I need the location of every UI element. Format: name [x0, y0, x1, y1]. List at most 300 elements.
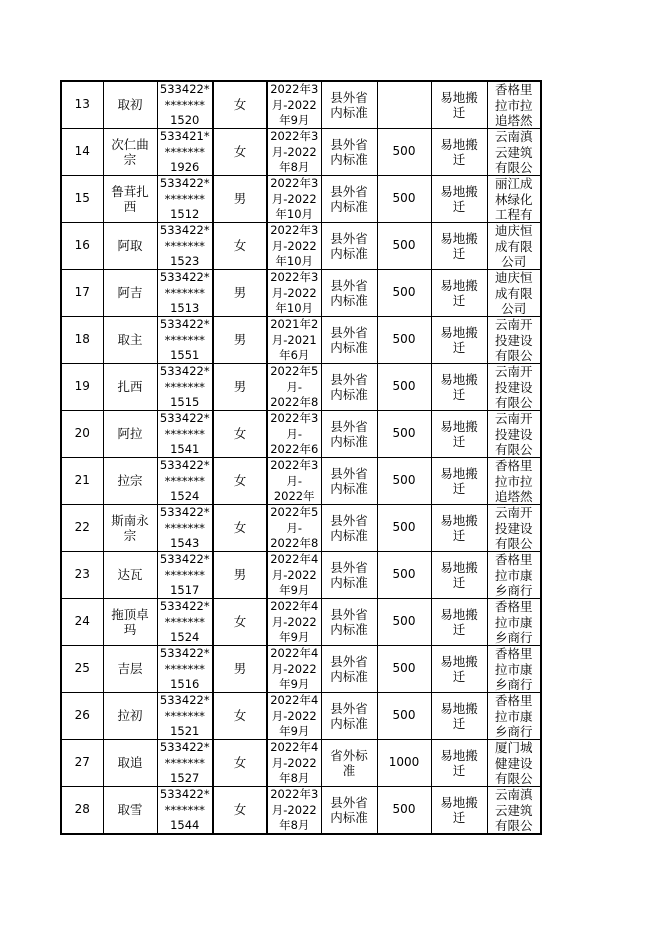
id-number-cell-text: 533422* ******* 1521	[159, 693, 210, 738]
table-row	[61, 129, 541, 176]
name-cell[interactable]	[103, 176, 157, 223]
name-cell-text: 扎西	[117, 379, 143, 395]
category-cell-text: 易地搬 迁	[440, 794, 478, 825]
row-number-cell[interactable]	[61, 552, 103, 599]
category-cell-text: 易地搬 迁	[440, 700, 478, 731]
company-cell[interactable]	[487, 458, 541, 505]
standard-cell[interactable]	[321, 787, 377, 835]
company-cell[interactable]	[487, 599, 541, 646]
gender-cell[interactable]	[213, 223, 267, 270]
amount-cell-text: 500	[392, 144, 416, 159]
gender-cell[interactable]	[213, 787, 267, 835]
gender-cell[interactable]	[213, 81, 267, 129]
standard-cell[interactable]	[321, 364, 377, 411]
amount-cell-text: 500	[392, 708, 416, 723]
id-number-cell[interactable]	[157, 81, 213, 129]
category-cell[interactable]	[431, 270, 487, 317]
amount-cell[interactable]	[377, 505, 431, 552]
id-number-cell-text: 533422* ******* 1543	[159, 505, 210, 550]
name-cell[interactable]	[103, 740, 157, 787]
gender-cell-text: 男	[233, 661, 247, 677]
company-cell-text: 香格里 拉市康 乡商行	[494, 552, 533, 598]
standard-cell[interactable]	[321, 270, 377, 317]
standard-cell-text: 县外省 内标准	[330, 465, 368, 496]
amount-cell[interactable]	[377, 81, 431, 129]
id-number-cell-text: 533422* ******* 1524	[159, 458, 210, 503]
standard-cell[interactable]	[321, 505, 377, 552]
row-number-cell-text: 26	[74, 708, 90, 723]
company-cell-text: 丽江成 林绿化 工程有	[494, 176, 533, 222]
category-cell-text: 易地搬 迁	[440, 653, 478, 684]
standard-cell-text: 县外省 内标准	[330, 230, 368, 261]
standard-cell[interactable]	[321, 599, 377, 646]
name-cell[interactable]	[103, 787, 157, 835]
work-period-cell[interactable]	[267, 693, 321, 740]
gender-cell-text: 女	[233, 614, 247, 630]
gender-cell[interactable]	[213, 270, 267, 317]
amount-cell-text: 1000	[388, 755, 420, 770]
row-number-cell-text: 28	[74, 802, 90, 817]
gender-cell-text: 男	[233, 191, 247, 207]
company-cell-text: 香格里 拉市拉 追塔然	[494, 82, 533, 128]
id-number-cell-text: 533422* ******* 1523	[159, 223, 210, 268]
category-cell-text: 易地搬 迁	[440, 559, 478, 590]
category-cell[interactable]	[431, 317, 487, 364]
name-cell-text: 鲁茸扎 西	[111, 183, 149, 214]
standard-cell[interactable]	[321, 129, 377, 176]
work-period-cell-text: 2022年4 月-2022 年9月	[270, 599, 319, 644]
standard-cell-text: 县外省 内标准	[330, 324, 368, 355]
row-number-cell[interactable]	[61, 364, 103, 411]
name-cell-text: 取追	[117, 755, 143, 771]
company-cell[interactable]	[487, 740, 541, 787]
company-cell-text: 迪庆恒 成有限 公司	[494, 270, 533, 316]
amount-cell-text: 500	[392, 332, 416, 347]
id-number-cell[interactable]	[157, 693, 213, 740]
gender-cell-text: 女	[233, 473, 247, 489]
work-period-cell[interactable]	[267, 787, 321, 835]
id-number-cell[interactable]	[157, 176, 213, 223]
row-number-cell[interactable]	[61, 787, 103, 835]
id-number-cell[interactable]	[157, 552, 213, 599]
gender-cell[interactable]	[213, 129, 267, 176]
name-cell[interactable]	[103, 599, 157, 646]
row-number-cell-text: 17	[74, 285, 90, 300]
category-cell[interactable]	[431, 364, 487, 411]
id-number-cell-text: 533422* ******* 1527	[159, 740, 210, 785]
row-number-cell-text: 15	[74, 191, 90, 206]
gender-cell-text: 女	[233, 755, 247, 771]
gender-cell-text: 女	[233, 802, 247, 818]
id-number-cell[interactable]	[157, 787, 213, 835]
work-period-cell-text: 2022年5 月- 2022年8	[270, 364, 319, 409]
work-period-cell[interactable]	[267, 646, 321, 693]
name-cell-text: 阿吉	[117, 285, 143, 301]
work-period-cell-text: 2022年3 月- 2022年6	[270, 411, 319, 456]
standard-cell-text: 县外省 内标准	[330, 418, 368, 449]
gender-cell[interactable]	[213, 176, 267, 223]
work-period-cell-text: 2021年2 月-2021 年6月	[270, 317, 319, 362]
id-number-cell-text: 533422* ******* 1517	[159, 552, 210, 597]
standard-cell-text: 省外标 准	[330, 747, 368, 778]
company-cell[interactable]	[487, 129, 541, 176]
amount-cell[interactable]	[377, 646, 431, 693]
id-number-cell-text: 533422* ******* 1544	[159, 787, 210, 832]
work-period-cell-text: 2022年3 月- 2022年	[270, 458, 319, 503]
name-cell[interactable]	[103, 505, 157, 552]
name-cell[interactable]	[103, 364, 157, 411]
work-period-cell-text: 2022年4 月-2022 年8月	[270, 740, 319, 785]
work-period-cell-text: 2022年4 月-2022 年9月	[270, 693, 319, 738]
work-period-cell[interactable]	[267, 505, 321, 552]
work-period-cell[interactable]	[267, 129, 321, 176]
amount-cell[interactable]	[377, 317, 431, 364]
id-number-cell-text: 533422* ******* 1513	[159, 270, 210, 315]
work-period-cell[interactable]	[267, 317, 321, 364]
row-number-cell-text: 25	[74, 661, 90, 676]
amount-cell[interactable]	[377, 458, 431, 505]
name-cell[interactable]	[103, 693, 157, 740]
gender-cell-text: 女	[233, 97, 247, 113]
category-cell[interactable]	[431, 223, 487, 270]
table-row	[61, 552, 541, 599]
row-number-cell-text: 14	[74, 144, 90, 159]
standard-cell[interactable]	[321, 552, 377, 599]
company-cell-text: 云南开 投建设 有限公	[494, 505, 533, 551]
amount-cell-text: 500	[392, 426, 416, 441]
row-number-cell[interactable]	[61, 458, 103, 505]
category-cell[interactable]	[431, 176, 487, 223]
standard-cell[interactable]	[321, 317, 377, 364]
work-period-cell-text: 2022年3 月-2022 年10月	[270, 270, 319, 315]
amount-cell-text: 500	[392, 238, 416, 253]
amount-cell-text: 500	[392, 567, 416, 582]
id-number-cell[interactable]	[157, 505, 213, 552]
table-body	[61, 81, 541, 834]
work-period-cell-text: 2022年3 月-2022 年10月	[270, 176, 319, 221]
gender-cell-text: 女	[233, 520, 247, 536]
table-row	[61, 458, 541, 505]
standard-cell[interactable]	[321, 740, 377, 787]
work-period-cell[interactable]	[267, 740, 321, 787]
company-cell[interactable]	[487, 646, 541, 693]
amount-cell[interactable]	[377, 176, 431, 223]
standard-cell-text: 县外省 内标准	[330, 559, 368, 590]
company-cell[interactable]	[487, 223, 541, 270]
category-cell-text: 易地搬 迁	[440, 183, 478, 214]
table-row	[61, 787, 541, 835]
company-cell-text: 厦门城 健建设 有限公	[494, 740, 533, 786]
work-period-cell[interactable]	[267, 599, 321, 646]
row-number-cell-text: 13	[74, 97, 90, 112]
company-cell-text: 云南开 投建设 有限公	[494, 364, 533, 410]
company-cell[interactable]	[487, 364, 541, 411]
work-period-cell-text: 2022年5 月- 2022年8	[270, 505, 319, 550]
amount-cell-text: 500	[392, 520, 416, 535]
name-cell-text: 达瓦	[117, 567, 143, 583]
gender-cell-text: 女	[233, 708, 247, 724]
company-cell-text: 香格里 拉市拉 追塔然	[494, 458, 533, 504]
gender-cell-text: 男	[233, 379, 247, 395]
id-number-cell-text: 533422* ******* 1516	[159, 646, 210, 691]
work-period-cell-text: 2022年3 月-2022 年8月	[270, 787, 319, 832]
work-period-cell[interactable]	[267, 176, 321, 223]
table-row	[61, 364, 541, 411]
name-cell-text: 拉初	[117, 708, 143, 724]
work-period-cell-text: 2022年3 月-2022 年8月	[270, 129, 319, 174]
category-cell-text: 易地搬 迁	[440, 747, 478, 778]
company-cell[interactable]	[487, 270, 541, 317]
amount-cell[interactable]	[377, 223, 431, 270]
table-row	[61, 176, 541, 223]
standard-cell-text: 县外省 内标准	[330, 606, 368, 637]
category-cell-text: 易地搬 迁	[440, 418, 478, 449]
row-number-cell-text: 18	[74, 332, 90, 347]
table-row	[61, 81, 541, 129]
company-cell[interactable]	[487, 411, 541, 458]
table-row	[61, 411, 541, 458]
id-number-cell[interactable]	[157, 223, 213, 270]
category-cell[interactable]	[431, 646, 487, 693]
category-cell-text: 易地搬 迁	[440, 277, 478, 308]
name-cell[interactable]	[103, 458, 157, 505]
id-number-cell[interactable]	[157, 317, 213, 364]
table-row	[61, 270, 541, 317]
gender-cell[interactable]	[213, 599, 267, 646]
name-cell[interactable]	[103, 317, 157, 364]
row-number-cell[interactable]	[61, 317, 103, 364]
work-period-cell[interactable]	[267, 458, 321, 505]
standard-cell-text: 县外省 内标准	[330, 89, 368, 120]
amount-cell-text: 500	[392, 661, 416, 676]
category-cell[interactable]	[431, 740, 487, 787]
company-cell[interactable]	[487, 552, 541, 599]
id-number-cell[interactable]	[157, 411, 213, 458]
company-cell-text: 香格里 拉市康 乡商行	[494, 693, 533, 739]
work-period-cell-text: 2022年4 月-2022 年9月	[270, 552, 319, 597]
company-cell[interactable]	[487, 81, 541, 129]
standard-cell-text: 县外省 内标准	[330, 277, 368, 308]
work-period-cell[interactable]	[267, 411, 321, 458]
standard-cell[interactable]	[321, 81, 377, 129]
amount-cell-text: 500	[392, 802, 416, 817]
row-number-cell-text: 24	[74, 614, 90, 629]
amount-cell[interactable]	[377, 270, 431, 317]
standard-cell-text: 县外省 内标准	[330, 700, 368, 731]
category-cell-text: 易地搬 迁	[440, 465, 478, 496]
id-number-cell[interactable]	[157, 599, 213, 646]
company-cell[interactable]	[487, 176, 541, 223]
standard-cell[interactable]	[321, 646, 377, 693]
gender-cell-text: 男	[233, 332, 247, 348]
work-period-cell[interactable]	[267, 552, 321, 599]
id-number-cell[interactable]	[157, 129, 213, 176]
gender-cell-text: 女	[233, 144, 247, 160]
category-cell-text: 易地搬 迁	[440, 512, 478, 543]
name-cell-text: 阿取	[117, 238, 143, 254]
gender-cell[interactable]	[213, 458, 267, 505]
gender-cell[interactable]	[213, 740, 267, 787]
name-cell[interactable]	[103, 411, 157, 458]
company-cell[interactable]	[487, 693, 541, 740]
row-number-cell-text: 22	[74, 520, 90, 535]
name-cell-text: 吉层	[117, 661, 143, 677]
id-number-cell[interactable]	[157, 270, 213, 317]
table-row	[61, 223, 541, 270]
company-cell-text: 云南滇 云建筑 有限公	[494, 787, 533, 833]
name-cell-text: 拖顶卓 玛	[111, 606, 149, 637]
standard-cell[interactable]	[321, 693, 377, 740]
row-number-cell[interactable]	[61, 740, 103, 787]
gender-cell[interactable]	[213, 317, 267, 364]
company-cell-text: 云南开 投建设 有限公	[494, 317, 533, 363]
amount-cell-text: 500	[392, 285, 416, 300]
name-cell[interactable]	[103, 223, 157, 270]
amount-cell[interactable]	[377, 129, 431, 176]
standard-cell-text: 县外省 内标准	[330, 794, 368, 825]
company-cell-text: 香格里 拉市康 乡商行	[494, 646, 533, 692]
table-row	[61, 505, 541, 552]
standard-cell[interactable]	[321, 223, 377, 270]
work-period-cell[interactable]	[267, 81, 321, 129]
gender-cell-text: 女	[233, 426, 247, 442]
category-cell-text: 易地搬 迁	[440, 371, 478, 402]
company-cell[interactable]	[487, 505, 541, 552]
standard-cell[interactable]	[321, 411, 377, 458]
gender-cell[interactable]	[213, 364, 267, 411]
amount-cell[interactable]	[377, 740, 431, 787]
work-period-cell[interactable]	[267, 270, 321, 317]
category-cell[interactable]	[431, 129, 487, 176]
amount-cell-text: 500	[392, 473, 416, 488]
name-cell-text: 取雪	[117, 802, 143, 818]
standard-cell[interactable]	[321, 458, 377, 505]
id-number-cell[interactable]	[157, 364, 213, 411]
table-row	[61, 599, 541, 646]
name-cell-text: 次仁曲 宗	[111, 136, 149, 167]
id-number-cell[interactable]	[157, 458, 213, 505]
amount-cell[interactable]	[377, 411, 431, 458]
name-cell[interactable]	[103, 646, 157, 693]
company-cell-text: 云南滇 云建筑 有限公	[494, 129, 533, 175]
id-number-cell-text: 533422* ******* 1524	[159, 599, 210, 644]
id-number-cell-text: 533422* ******* 1551	[159, 317, 210, 362]
name-cell[interactable]	[103, 270, 157, 317]
row-number-cell[interactable]	[61, 129, 103, 176]
row-number-cell-text: 23	[74, 567, 90, 582]
amount-cell[interactable]	[377, 599, 431, 646]
row-number-cell-text: 20	[74, 426, 90, 441]
row-number-cell-text: 21	[74, 473, 90, 488]
row-number-cell[interactable]	[61, 223, 103, 270]
standard-cell-text: 县外省 内标准	[330, 512, 368, 543]
gender-cell-text: 男	[233, 285, 247, 301]
category-cell[interactable]	[431, 505, 487, 552]
category-cell-text: 易地搬 迁	[440, 89, 478, 120]
id-number-cell-text: 533422* ******* 1515	[159, 364, 210, 409]
row-number-cell[interactable]	[61, 599, 103, 646]
work-period-cell-text: 2022年4 月-2022 年9月	[270, 646, 319, 691]
name-cell-text: 取主	[117, 332, 143, 348]
category-cell-text: 易地搬 迁	[440, 324, 478, 355]
spreadsheet-table-area	[60, 80, 542, 835]
table-row	[61, 740, 541, 787]
table-row	[61, 693, 541, 740]
row-number-cell-text: 16	[74, 238, 90, 253]
row-number-cell[interactable]	[61, 176, 103, 223]
amount-cell-text: 500	[392, 614, 416, 629]
category-cell[interactable]	[431, 787, 487, 835]
standard-cell-text: 县外省 内标准	[330, 183, 368, 214]
name-cell-text: 斯南永 宗	[111, 512, 149, 543]
category-cell[interactable]	[431, 81, 487, 129]
row-number-cell[interactable]	[61, 693, 103, 740]
data-table	[60, 80, 542, 835]
name-cell-text: 拉宗	[117, 473, 143, 489]
standard-cell-text: 县外省 内标准	[330, 371, 368, 402]
id-number-cell[interactable]	[157, 740, 213, 787]
category-cell[interactable]	[431, 693, 487, 740]
amount-cell[interactable]	[377, 364, 431, 411]
category-cell-text: 易地搬 迁	[440, 136, 478, 167]
amount-cell[interactable]	[377, 693, 431, 740]
amount-cell[interactable]	[377, 552, 431, 599]
company-cell-text: 香格里 拉市康 乡商行	[494, 599, 533, 645]
amount-cell[interactable]	[377, 787, 431, 835]
id-number-cell-text: 533421* ******* 1926	[159, 129, 210, 174]
category-cell[interactable]	[431, 552, 487, 599]
company-cell[interactable]	[487, 787, 541, 835]
category-cell[interactable]	[431, 411, 487, 458]
row-number-cell[interactable]	[61, 270, 103, 317]
category-cell[interactable]	[431, 458, 487, 505]
company-cell[interactable]	[487, 317, 541, 364]
category-cell[interactable]	[431, 599, 487, 646]
gender-cell[interactable]	[213, 693, 267, 740]
work-period-cell-text: 2022年3 月-2022 年10月	[270, 223, 319, 268]
id-number-cell-text: 533422* ******* 1512	[159, 176, 210, 221]
gender-cell[interactable]	[213, 505, 267, 552]
category-cell-text: 易地搬 迁	[440, 230, 478, 261]
work-period-cell[interactable]	[267, 364, 321, 411]
row-number-cell[interactable]	[61, 505, 103, 552]
amount-cell-text: 500	[392, 191, 416, 206]
name-cell[interactable]	[103, 129, 157, 176]
name-cell-text: 阿拉	[117, 426, 143, 442]
row-number-cell[interactable]	[61, 411, 103, 458]
name-cell[interactable]	[103, 81, 157, 129]
row-number-cell[interactable]	[61, 646, 103, 693]
row-number-cell[interactable]	[61, 81, 103, 129]
company-cell-text: 迪庆恒 成有限 公司	[494, 223, 533, 269]
category-cell-text: 易地搬 迁	[440, 606, 478, 637]
table-row	[61, 646, 541, 693]
gender-cell[interactable]	[213, 411, 267, 458]
work-period-cell-text: 2022年3 月-2022 年9月	[270, 82, 319, 127]
work-period-cell[interactable]	[267, 223, 321, 270]
id-number-cell[interactable]	[157, 646, 213, 693]
row-number-cell-text: 27	[74, 755, 90, 770]
name-cell[interactable]	[103, 552, 157, 599]
standard-cell-text: 县外省 内标准	[330, 653, 368, 684]
standard-cell[interactable]	[321, 176, 377, 223]
id-number-cell-text: 533422* ******* 1520	[159, 82, 210, 127]
gender-cell[interactable]	[213, 552, 267, 599]
id-number-cell-text: 533422* ******* 1541	[159, 411, 210, 456]
gender-cell[interactable]	[213, 646, 267, 693]
gender-cell-text: 女	[233, 238, 247, 254]
gender-cell-text: 男	[233, 567, 247, 583]
